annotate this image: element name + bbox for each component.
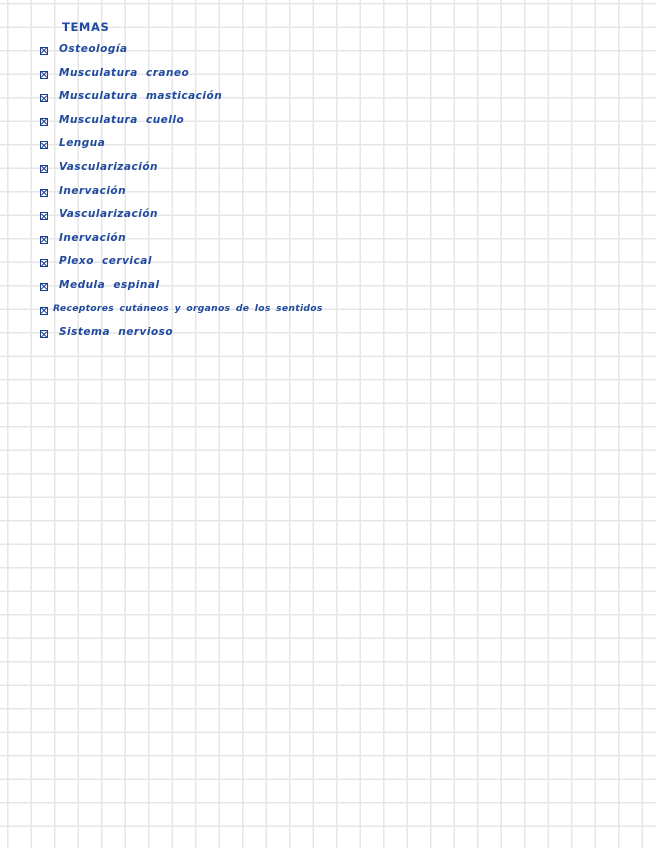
topic-label: Vascularización bbox=[59, 160, 159, 173]
checked-box-icon[interactable] bbox=[40, 118, 48, 126]
checked-box-icon[interactable] bbox=[40, 236, 48, 244]
topic-label: Inervación bbox=[59, 184, 127, 197]
checked-box-icon[interactable] bbox=[40, 307, 48, 315]
topic-label: Plexo cervical bbox=[59, 255, 152, 268]
checked-box-icon[interactable] bbox=[40, 189, 48, 197]
topic-label: Musculatura craneo bbox=[59, 66, 190, 79]
topic-label: Musculatura cuello bbox=[59, 113, 185, 126]
checked-box-icon[interactable] bbox=[40, 259, 48, 267]
checked-box-icon[interactable] bbox=[40, 212, 48, 220]
checked-box-icon[interactable] bbox=[40, 165, 48, 173]
checked-box-icon[interactable] bbox=[40, 330, 48, 338]
topic-label: Vascularización bbox=[59, 208, 159, 221]
checked-box-icon[interactable] bbox=[40, 283, 48, 291]
checked-box-icon[interactable] bbox=[40, 71, 48, 79]
topic-label: Lengua bbox=[59, 137, 106, 150]
checked-box-icon[interactable] bbox=[40, 141, 48, 149]
topic-label: Medula espinal bbox=[59, 278, 160, 291]
topic-label: Sistema nervioso bbox=[59, 326, 174, 339]
topic-label: Osteología bbox=[59, 43, 128, 55]
topic-label: Inervación bbox=[59, 231, 127, 244]
topic-label: Receptores cutáneos y organos de los sentidos bbox=[53, 302, 323, 314]
checked-box-icon[interactable] bbox=[40, 47, 48, 55]
page-title: TEMAS bbox=[62, 20, 110, 34]
topic-label: Musculatura masticación bbox=[59, 90, 223, 103]
checked-box-icon[interactable] bbox=[40, 94, 48, 102]
